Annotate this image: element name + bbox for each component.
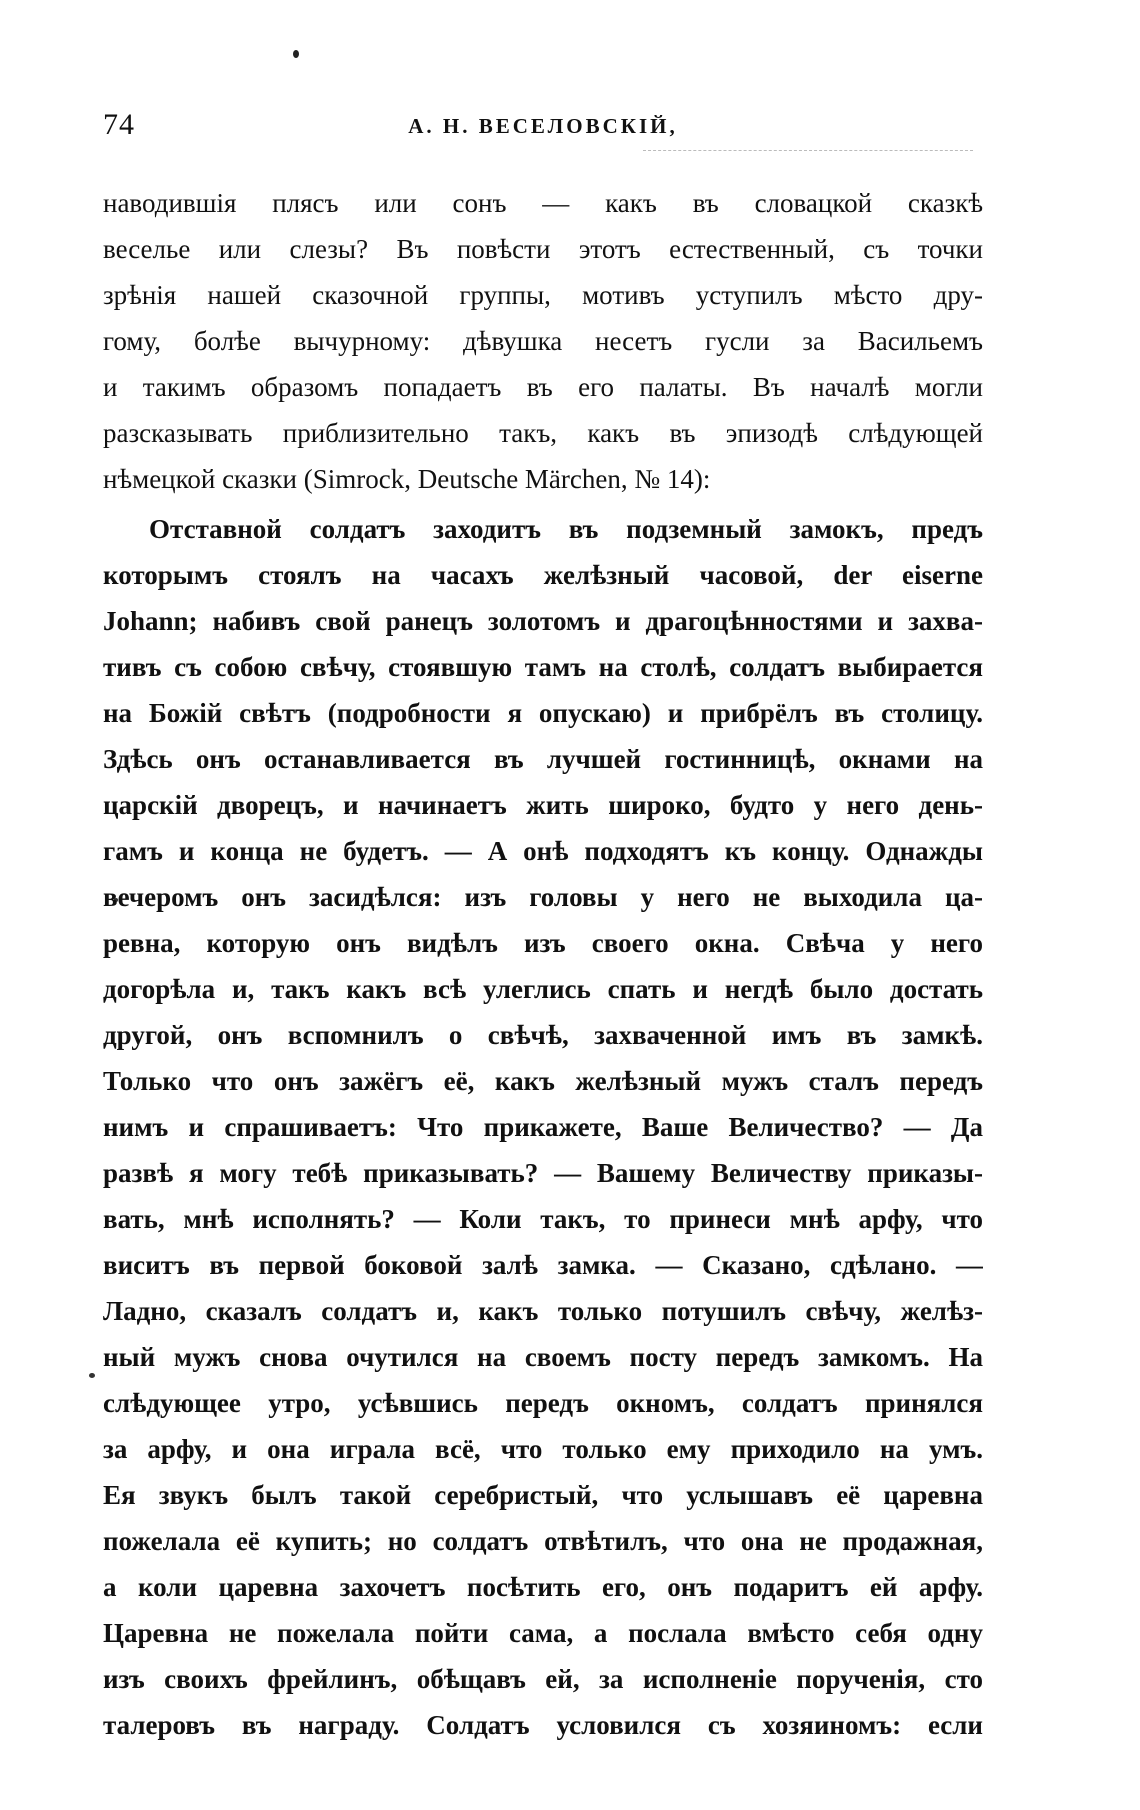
text-line: гому, болѣе вычурному: дѣвушка несетъ гусли за Васильемъ <box>103 326 983 356</box>
text-line: Только что онъ зажёгъ её, какъ желѣзный мужъ сталъ передъ <box>103 1066 983 1096</box>
text-line: Ладно, сказалъ солдатъ и, какъ только потушилъ свѣчу, желѣз- <box>103 1296 983 1326</box>
text-line: нимъ и спрашиваетъ: Что прикажете, Ваше Величество? — Да <box>103 1112 983 1142</box>
text-line: вечеромъ онъ засидѣлся: изъ головы у него не выходила ца- <box>103 882 983 912</box>
text-line: виситъ въ первой боковой залѣ замка. — Сказано, сдѣлано. — <box>103 1250 983 1280</box>
margin-mark <box>89 1373 95 1378</box>
page-number: 74 <box>103 108 135 141</box>
text-line: талеровъ въ награду. Солдатъ условился съ хозяиномъ: если <box>103 1710 983 1740</box>
text-line: нѣмецкой сказки (Simrock, Deutsche Märchen, № 14): <box>103 464 711 494</box>
text-line: Царевна не пожелала пойти сама, а послала вмѣсто себя одну <box>103 1618 983 1648</box>
running-title: А. Н. ВЕСЕЛОВСКІЙ, <box>408 114 678 138</box>
text-line: догорѣла и, такъ какъ всѣ улеглись спать и негдѣ было достать <box>103 974 983 1004</box>
text-line: изъ своихъ фрейлинъ, обѣщавъ ей, за исполненіе порученія, сто <box>103 1664 983 1694</box>
text-line: веселье или слезы? Въ повѣсти этотъ естественный, съ точки <box>103 234 983 264</box>
text-line: Johann; набивъ свой ранецъ золотомъ и драгоцѣнностями и захва- <box>103 606 983 636</box>
text-line: развѣ я могу тебѣ приказывать? — Вашему Величеству приказы- <box>103 1158 983 1188</box>
text-line: слѣдующее утро, усѣвшись передъ окномъ, солдатъ принялся <box>103 1388 983 1418</box>
text-line: и такимъ образомъ попадаетъ въ его палаты. Въ началѣ могли <box>103 372 983 402</box>
text-line: гамъ и конца не будетъ. — А онѣ подходятъ къ концу. Однажды <box>103 836 983 866</box>
running-head <box>103 108 983 152</box>
text-line: за арфу, и она играла всё, что только ему приходило на умъ. <box>103 1434 983 1464</box>
header-rule <box>643 150 973 151</box>
text-line: которымъ стоялъ на часахъ желѣзный часовой, der eiserne <box>103 560 983 590</box>
text-line: ревна, которую онъ видѣлъ изъ своего окна. Свѣча у него <box>103 928 983 958</box>
text-line: а коли царевна захочетъ посѣтить его, онъ подаритъ ей арфу. <box>103 1572 983 1602</box>
text-line: наводившія плясъ или сонъ — какъ въ словацкой сказкѣ <box>103 188 983 218</box>
body-text <box>103 180 983 1748</box>
text-line: Ея звукъ былъ такой серебристый, что услышавъ её царевна <box>103 1480 983 1510</box>
text-line: разсказывать приблизительно такъ, какъ въ эпизодѣ слѣдующей <box>103 418 983 448</box>
text-line: зрѣнія нашей сказочной группы, мотивъ уступилъ мѣсто дру- <box>103 280 983 310</box>
ink-speck <box>293 50 299 58</box>
text-line: царскій дворецъ, и начинаетъ жить широко, будто у него день- <box>103 790 983 820</box>
text-line: ный мужъ снова очутился на своемъ посту передъ замкомъ. На <box>103 1342 983 1372</box>
text-line: Здѣсь онъ останавливается въ лучшей гостинницѣ, окнами на <box>103 744 983 774</box>
text-line: Отставной солдатъ заходитъ въ подземный замокъ, предъ <box>149 514 983 544</box>
text-line: пожелала её купить; но солдатъ отвѣтилъ, что она не продажная, <box>103 1526 983 1556</box>
text-line: тивъ съ собою свѣчу, стоявшую тамъ на столѣ, солдатъ выбирается <box>103 652 983 682</box>
text-line: на Божій свѣтъ (подробности я опускаю) и прибрёлъ въ столицу. <box>103 698 983 728</box>
text-line: вать, мнѣ исполнять? — Коли такъ, то принеси мнѣ арфу, что <box>103 1204 983 1234</box>
text-line: другой, онъ вспомнилъ о свѣчѣ, захваченной имъ въ замкѣ. <box>103 1020 983 1050</box>
